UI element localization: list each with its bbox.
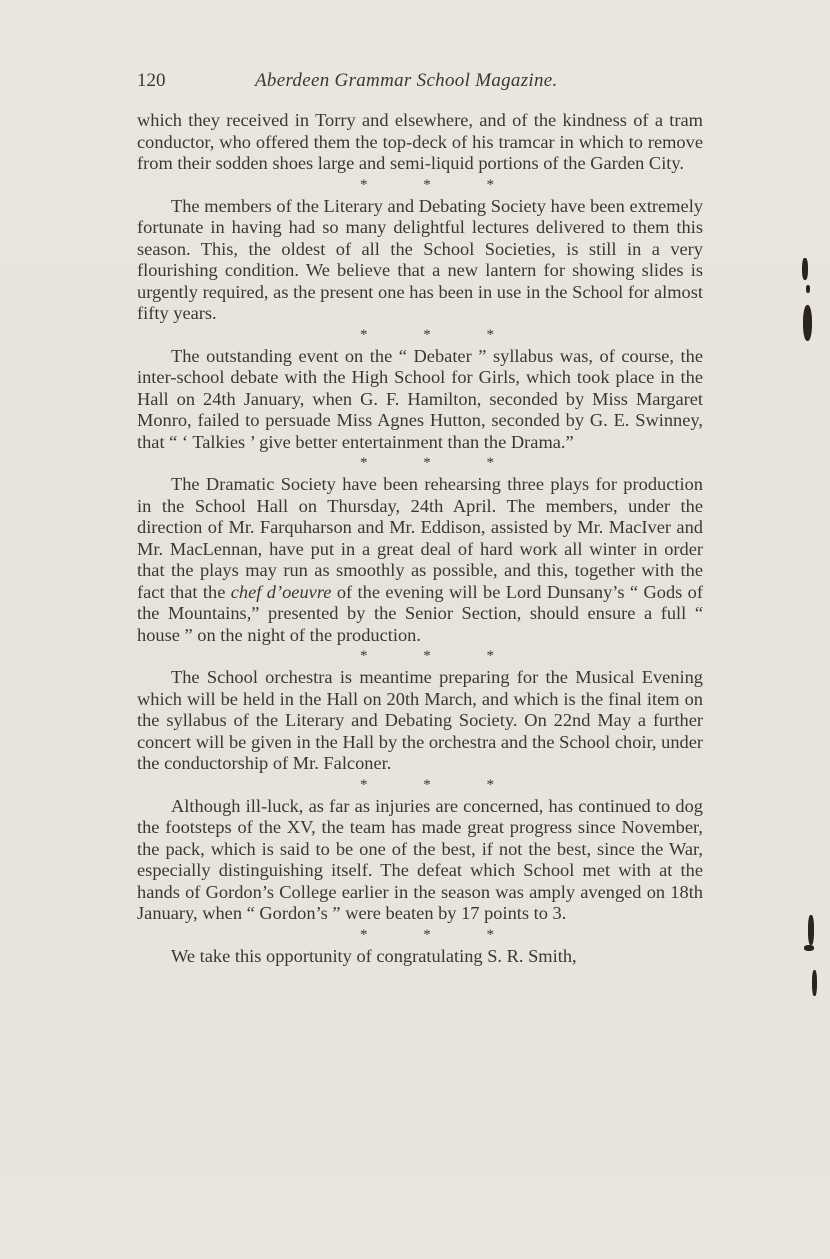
section-separator: * * *	[360, 455, 520, 471]
section-separator: * * *	[360, 776, 520, 793]
running-title: Aberdeen Grammar School Magazine.	[255, 70, 558, 91]
paragraph-debate: The outstanding event on the “ Debater ” syllabus was, of course, the inter-school debate with the High School for Girls, which took place in the Hall on 24th January, when G. F. Hamilton, seconded by Miss Margaret Monro, failed to persuade Miss Agnes Hutton, seconded by G. E. Swinney, that “ ‘ Talkies ’ give better entertainment than the Drama.”	[137, 345, 703, 452]
dramatic-italic-phrase: chef d’oeuvre	[230, 581, 332, 602]
article-body	[137, 110, 703, 967]
dramatic-text-before: The Dramatic Society have been rehearsing three plays for production in the School Hall on Thursday, 24th April. The members, under the direction of Mr. Farquharson and Mr. Eddison, assisted by Mr. MacIver and Mr. MacLennan, have put in a great deal of hard work all winter in order that the plays may run as smoothly as possible, and this, together with the fact that the	[137, 474, 703, 602]
section-separator: * * *	[360, 176, 520, 193]
section-separator: * * *	[360, 648, 520, 664]
section-separator: * * *	[360, 326, 520, 343]
paragraph-congratulations: We take this opportunity of congratulating S. R. Smith,	[171, 945, 577, 966]
paragraph-rugby: Although ill-luck, as far as injuries are concerned, has continued to dog the footsteps of the XV, the team has made great progress since November, the pack, which is said to be one of the best, if not the best, since the War, especially distinguishing itself. The defeat which School met with at the hands of Gordon’s College earlier in the season was amply avenged on 18th January, when “ Gordon’s ” were beaten by 17 points to 3.	[137, 795, 703, 923]
paragraph-orchestra: The School orchestra is meantime preparing for the Musical Evening which will be held in the Hall on 20th March, and which is the final item on the syllabus of the Literary and Debating Society. On 22nd May a further concert will be given in the Hall by the orchestra and the School choir, under the conductorship of Mr. Falconer.	[137, 667, 703, 773]
page-number: 120	[137, 70, 166, 91]
section-separator: * * *	[360, 926, 520, 943]
dramatic-text-after: of the evening will be Lord Dunsany’s “ Gods of the Mountains,” presented by the Senior Section, should ensure a full “ house ” on the night of the production.	[137, 581, 704, 645]
paragraph-dramatic-society	[137, 474, 703, 646]
paragraph-literary-society: The members of the Literary and Debating Society have been extremely fortunate in having had so many delightful lectures delivered to them this season. This, the oldest of all the School Societies, is still in a very flourishing condition. We believe that a new lantern for showing slides is urgently required, as the present one has been in use in the School for almost fifty years.	[137, 195, 703, 323]
page-header	[137, 70, 703, 96]
paragraph-continuation: which they received in Torry and elsewhere, and of the kindness of a tram conductor, who offered them the top-deck of his tramcar in which to remove from their sodden shoes large and semi-liquid portions of the Garden City.	[137, 110, 703, 173]
